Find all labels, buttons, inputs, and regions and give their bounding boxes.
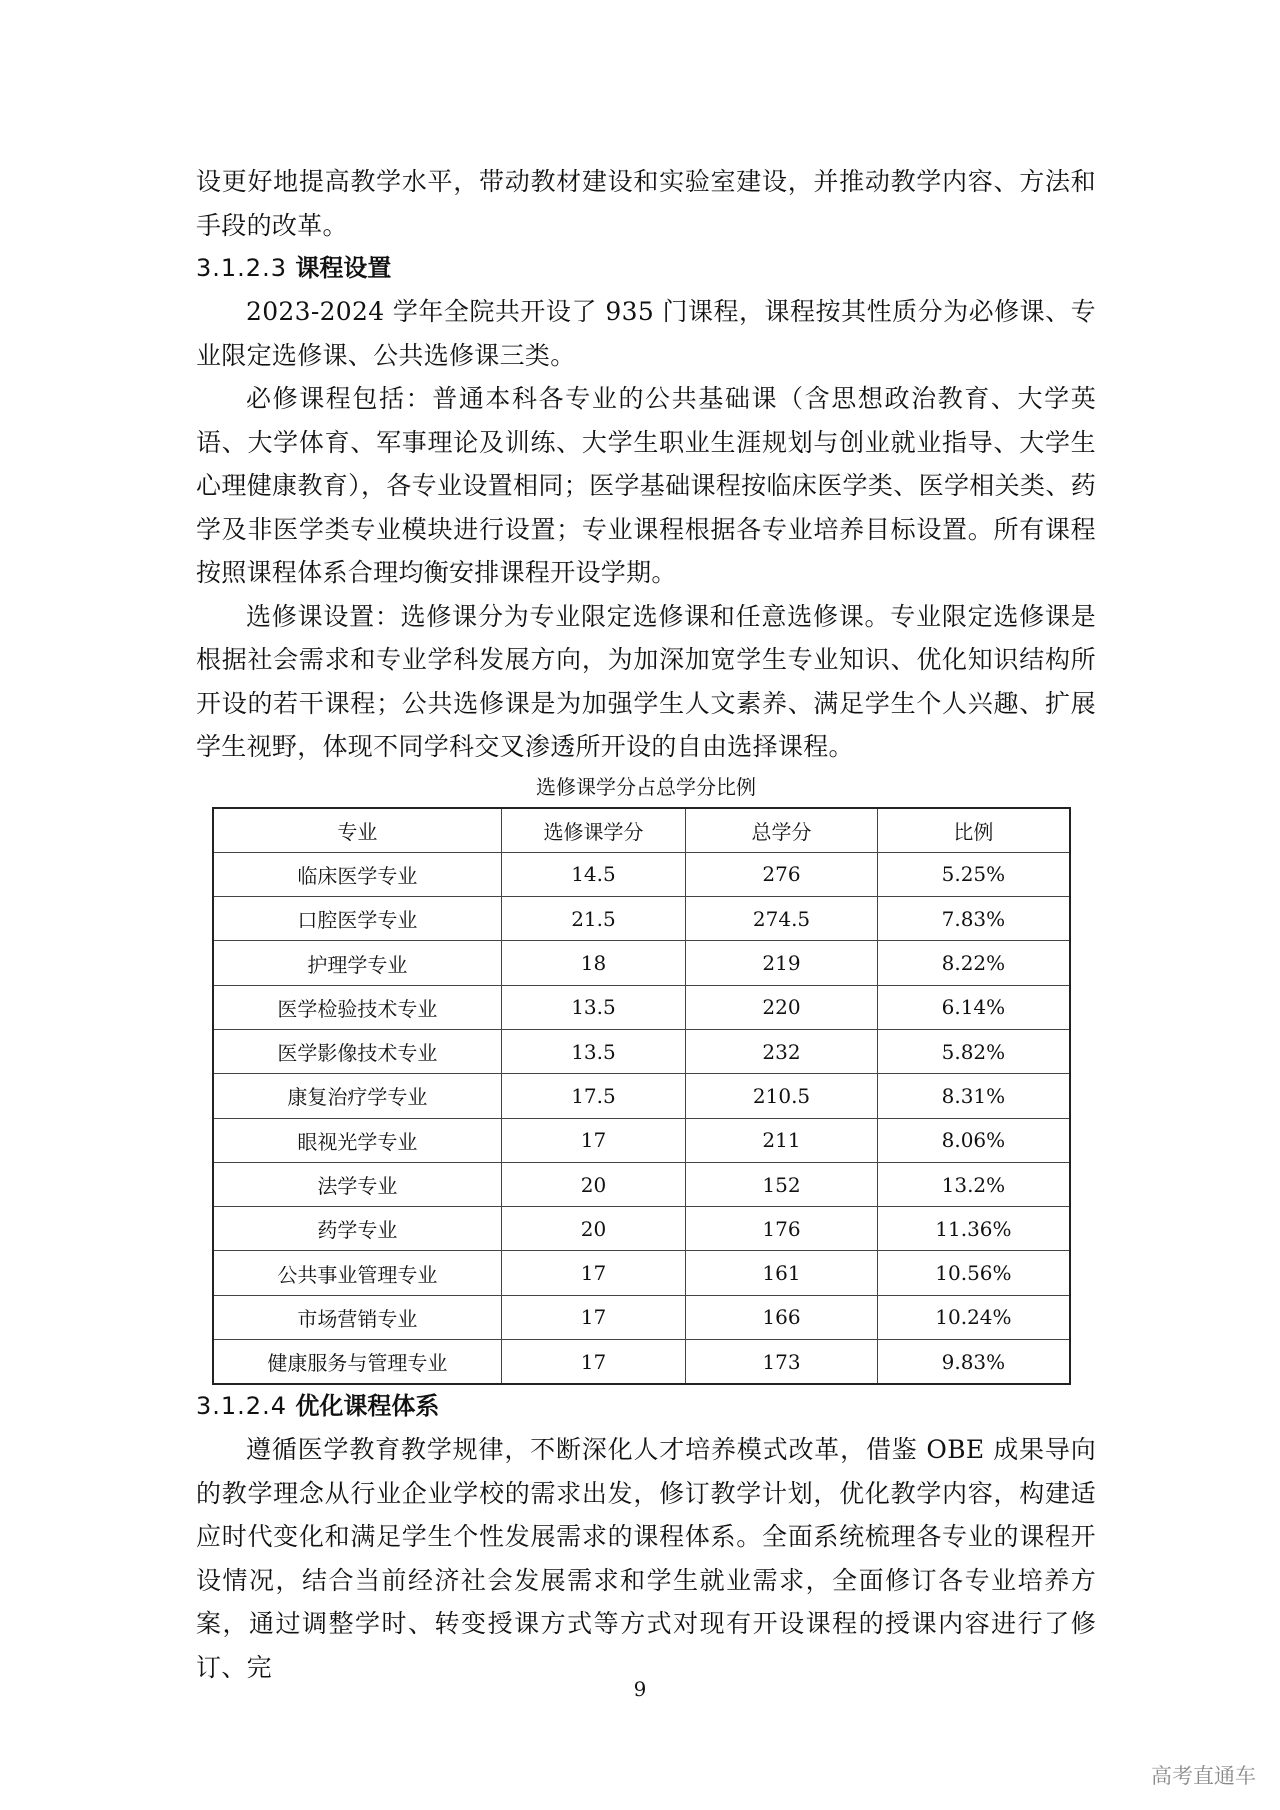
table-row [213,1162,1070,1206]
cell-ratio: 8.31% [877,1074,1070,1118]
table-row [213,1295,1070,1339]
section-heading-optimize-curriculum [196,1385,1096,1428]
section-heading-course-setup [196,247,1096,290]
cell-total-credits: 211 [686,1118,878,1162]
cell-ratio: 7.83% [877,897,1070,941]
cell-major: 临床医学专业 [213,852,501,896]
paragraph-required-courses: 必修课程包括：普通本科各专业的公共基础课（含思想政治教育、大学英语、大学体育、军事理论及训练、大学生职业生涯规划与创业就业指导、大学生心理健康教育），各专业设置相同；医学基础课程按临床医学类、医学相关类、药学及非医学类专业模块进行设置；专业课程根据各专业培养目标设置。所有课程按照课程体系合理均衡安排课程开设学期。 [196,384,1096,587]
table-row [213,1074,1070,1118]
table-row [213,852,1070,896]
cell-elective-credits: 17 [501,1251,686,1295]
cell-ratio: 6.14% [877,985,1070,1029]
table-row [213,985,1070,1029]
cell-total-credits: 210.5 [686,1074,878,1118]
cell-major: 护理学专业 [213,941,501,985]
column-header-total-credits: 总学分 [686,808,878,853]
section-number: 3.1.2.4 [196,1392,287,1421]
cell-total-credits: 173 [686,1340,878,1385]
cell-total-credits: 166 [686,1295,878,1339]
section-title: 课程设置 [295,254,392,282]
cell-ratio: 13.2% [877,1162,1070,1206]
cell-major: 药学专业 [213,1207,501,1251]
cell-total-credits: 152 [686,1162,878,1206]
cell-elective-credits: 17.5 [501,1074,686,1118]
cell-ratio: 9.83% [877,1340,1070,1385]
page-content [196,160,1096,1689]
cell-total-credits: 176 [686,1207,878,1251]
cell-total-credits: 274.5 [686,897,878,941]
table-row [213,941,1070,985]
cell-elective-credits: 13.5 [501,1029,686,1073]
cell-ratio: 10.24% [877,1295,1070,1339]
cell-total-credits: 219 [686,941,878,985]
table-row [213,897,1070,941]
paragraph-course-count: 2023-2024 学年全院共开设了 935 门课程，课程按其性质分为必修课、专业限定选修课、公共选修课三类。 [196,297,1096,370]
cell-major: 市场营销专业 [213,1295,501,1339]
cell-elective-credits: 20 [501,1162,686,1206]
paragraph-elective-courses: 选修课设置：选修课分为专业限定选修课和任意选修课。专业限定选修课是根据社会需求和专业学科发展方向，为加深加宽学生专业知识、优化知识结构所开设的若干课程；公共选修课是为加强学生人文素养、满足学生个人兴趣、扩展学生视野，体现不同学科交叉渗透所开设的自由选择课程。 [196,601,1096,761]
cell-ratio: 11.36% [877,1207,1070,1251]
cell-major: 医学影像技术专业 [213,1029,501,1073]
table-caption: 选修课学分占总学分比例 [536,774,756,799]
cell-elective-credits: 20 [501,1207,686,1251]
cell-major: 眼视光学专业 [213,1118,501,1162]
cell-ratio: 10.56% [877,1251,1070,1295]
column-header-major: 专业 [213,808,501,853]
cell-major: 健康服务与管理专业 [213,1340,501,1385]
paragraph-curriculum-reform: 遵循医学教育教学规律，不断深化人才培养模式改革，借鉴 OBE 成果导向的教学理念从行业企业学校的需求出发，修订教学计划，优化教学内容，构建适应时代变化和满足学生个性发展需求的课程体系。全面系统梳理各专业的课程开设情况，结合当前经济社会发展需求和学生就业需求，全面修订各专业培养方案，通过调整学时、转变授课方式等方式对现有开设课程的授课内容进行了修订、完 [196,1435,1096,1682]
table-row [213,1251,1070,1295]
cell-elective-credits: 13.5 [501,985,686,1029]
table-row [213,1207,1070,1251]
cell-major: 口腔医学专业 [213,897,501,941]
cell-elective-credits: 18 [501,941,686,985]
cell-total-credits: 232 [686,1029,878,1073]
column-header-ratio: 比例 [877,808,1070,853]
cell-total-credits: 220 [686,985,878,1029]
cell-major: 公共事业管理专业 [213,1251,501,1295]
section-title: 优化课程体系 [295,1392,440,1421]
column-header-elective-credits: 选修课学分 [501,808,686,853]
table-row [213,1118,1070,1162]
cell-elective-credits: 17 [501,1118,686,1162]
cell-total-credits: 161 [686,1251,878,1295]
elective-credit-table [212,807,1071,1386]
table-header-row [213,808,1070,853]
cell-elective-credits: 17 [501,1295,686,1339]
page-number: 9 [633,1677,647,1701]
cell-elective-credits: 21.5 [501,897,686,941]
cell-major: 法学专业 [213,1162,501,1206]
cell-ratio: 5.82% [877,1029,1070,1073]
cell-ratio: 8.06% [877,1118,1070,1162]
table-row [213,1029,1070,1073]
paragraph-continuation: 设更好地提高教学水平，带动教材建设和实验室建设，并推动教学内容、方法和手段的改革。 [196,167,1096,240]
cell-ratio: 5.25% [877,852,1070,896]
section-number: 3.1.2.3 [196,254,287,282]
table-row [213,1340,1070,1385]
cell-total-credits: 276 [686,852,878,896]
cell-major: 康复治疗学专业 [213,1074,501,1118]
cell-ratio: 8.22% [877,941,1070,985]
cell-major: 医学检验技术专业 [213,985,501,1029]
watermark-text: 高考直通车 [1151,1764,1256,1788]
cell-elective-credits: 14.5 [501,852,686,896]
cell-elective-credits: 17 [501,1340,686,1385]
